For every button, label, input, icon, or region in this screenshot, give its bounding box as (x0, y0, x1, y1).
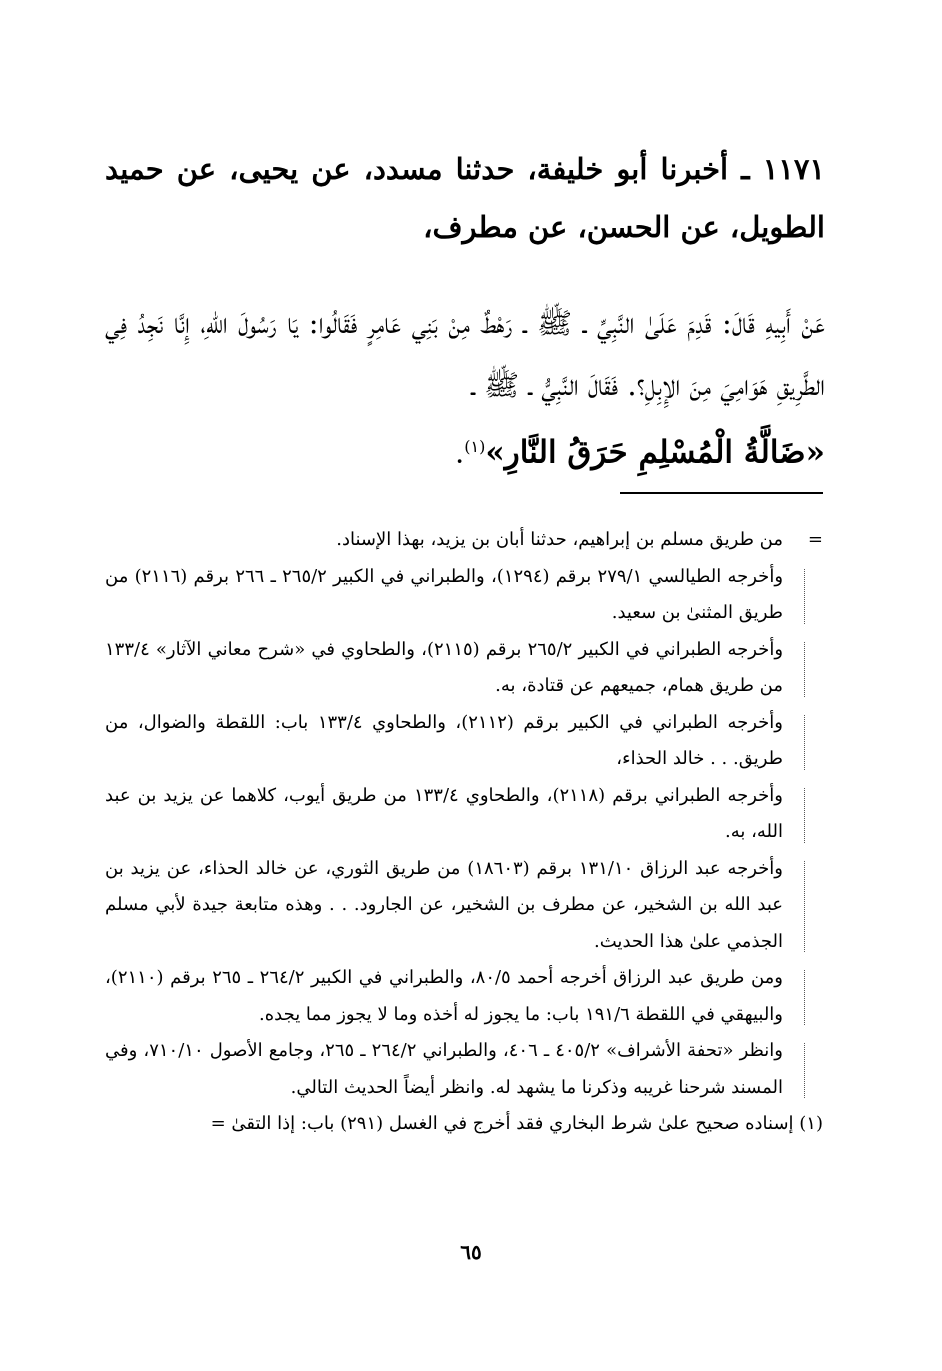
note-paragraph: وانظر «تحفة الأشراف» ٤٠٥/٢ ـ ٤٠٦، والطبراني ٢٦٤/٢ ـ ٢٦٥، وجامع الأصول ٧١٠/١٠، وفي المسند شرحنا غريبه وذكرنا ما يشهد له. وانظر أيضاً الحديث التالي. (105, 1033, 823, 1106)
note-paragraph: وأخرجه عبد الرزاق ١٣١/١٠ برقم (١٨٦٠٣) من طريق الثوري، عن خالد الحذاء، عن يزيد بن عبد الله بن الشخير، عن مطرف بن الشخير، عن الجارود. . . وهذه متابعة جيدة لأبي مسلم الجذمي علىٰ هذا الحديث. (105, 851, 823, 961)
hadith-quote: «ضَالَّةُ الْمُسْلِمِ حَرَقُ النَّارِ» (485, 434, 825, 471)
hadith-matn (105, 292, 825, 484)
note-paragraph: وأخرجه الطبراني برقم (٢١١٨)، والطحاوي ١٣٣/٤ من طريق أيوب، كلاهما عن يزيد بن عبد الله، به. (105, 778, 823, 851)
hadith-end-punct: . (455, 435, 465, 470)
footnote-separator (620, 492, 823, 494)
page-number: ٦٥ (460, 1240, 482, 1264)
footnote-mark[interactable]: (١) (464, 437, 486, 456)
hadith-matn-text: عَنْ أَبِيهِ قَالَ: قَدِمَ عَلَىٰ النَّبِيِّ ـ ﷺ ـ رَهْطٌ مِنْ بَنِي عَامِرٍ فَقَالُوا: يَا رَسُولَ اللهِ، إِنَّا نَجِدُ فِي الطَّرِيقِ هَوَامِيَ مِنَ الإِبِلِ؟. فَقَالَ النَّبِيُّ ـ ﷺ ـ (105, 306, 825, 402)
footnote-1: (١) إسناده صحيح علىٰ شرط البخاري فقد أخرج في الغسل (٢٩١) باب: إذا التقىٰ = (210, 1113, 823, 1134)
note-continued (105, 522, 823, 559)
footnotes (105, 522, 823, 1143)
note-continued-text: من طريق مسلم بن إبراهيم، حدثنا أبان بن يزيد، بهذا الإسناد. (336, 529, 783, 550)
note-paragraph: ومن طريق عبد الرزاق أخرجه أحمد ٨٠/٥، والطبراني في الكبير ٢٦٤/٢ ـ ٢٦٥ برقم (٢١١٠)، والبيهقي في اللقطة ١٩١/٦ باب: ما يجوز له أخذه وما لا يجوز مما يجده. (105, 960, 823, 1033)
note-paragraph: وأخرجه الطبراني في الكبير برقم (٢١١٢)، والطحاوي ١٣٣/٤ باب: اللقطة والضوال، من طريق. . . خالد الحذاء، (105, 705, 823, 778)
hadith-isnad: ١١٧١ ـ أخبرنا أبو خليفة، حدثنا مسدد، عن يحيى، عن حميد الطويل، عن الحسن، عن مطرف، (105, 152, 825, 244)
note-paragraph: وأخرجه الطيالسي ٢٧٩/١ برقم (١٢٩٤)، والطبراني في الكبير ٢٦٥/٢ ـ ٢٦٦ برقم (٢١١٦) من طريق المثنىٰ بن سعيد. (105, 559, 823, 632)
continuation-marker: = (807, 529, 823, 550)
note-paragraph: وأخرجه الطبراني في الكبير ٢٦٥/٢ برقم (٢١١٥)، والطحاوي في «شرح معاني الآثار» ١٣٣/٤ من طريق همام، جميعهم عن قتادة، به. (105, 632, 823, 705)
